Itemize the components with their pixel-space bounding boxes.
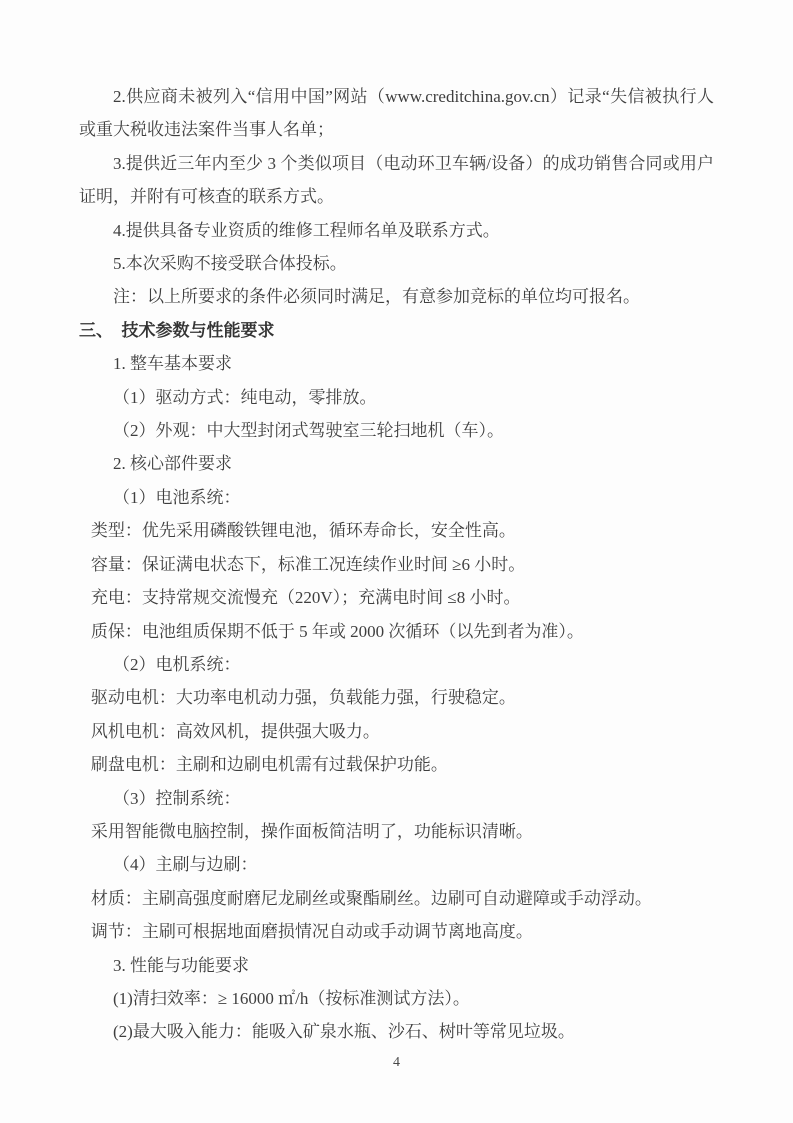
item-1-vehicle-basic: 1. 整车基本要求 [113,354,232,374]
item-3-performance: 3. 性能与功能要求 [113,955,249,975]
document-body [79,80,714,1049]
item-1-1-drive-mode: （1）驱动方式：纯电动，零排放。 [113,387,377,407]
suction-capability: (2)最大吸入能力：能吸入矿泉水瓶、沙石、树叶等常见垃圾。 [113,1022,575,1042]
battery-capacity: 容量：保证满电状态下，标准工况连续作业时间 ≥6 小时。 [90,554,526,574]
battery-type: 类型：优先采用磷酸铁锂电池，循环寿命长，安全性高。 [90,521,516,541]
section-3-heading: 三、 技术参数与性能要求 [79,320,275,340]
battery-charging: 充电：支持常规交流慢充（220V）；充满电时间 ≤8 小时。 [90,588,521,608]
sweep-efficiency: (1)清扫效率：≥ 16000 ㎡/h（按标准测试方法）。 [113,988,470,1008]
note-conditions: 注：以上所要求的条件必须同时满足，有意参加竞标的单位均可报名。 [113,287,640,307]
clause-3-similar-projects: 3.提供近三年内至少 3 个类似项目（电动环卫车辆/设备）的成功销售合同或用户证明，并附有可核查的联系方式。 [79,153,714,207]
drive-motor: 驱动电机：大功率电机动力强，负载能力强，行驶稳定。 [90,688,516,708]
item-2-core-components: 2. 核心部件要求 [113,454,232,474]
clause-5-no-consortium: 5.本次采购不接受联合体投标。 [113,254,347,274]
clause-2-credit-china: 2.供应商未被列入“信用中国”网站（www.creditchina.gov.cn）记录“失信被执行人或重大税收违法案件当事人名单； [79,87,714,140]
item-2-3-control-system: （3）控制系统： [113,788,241,808]
clause-4-maintenance-engineers: 4.提供具备专业资质的维修工程师名单及联系方式。 [113,220,500,240]
fan-motor: 风机电机：高效风机，提供强大吸力。 [90,721,380,741]
brush-material: 材质：主刷高强度耐磨尼龙刷丝或聚酯刷丝。边刷可自动避障或手动浮动。 [90,888,652,908]
item-2-2-motor-system: （2）电机系统： [113,654,241,674]
brush-adjustment: 调节：主刷可根据地面磨损情况自动或手动调节离地高度。 [90,922,533,942]
item-1-2-appearance: （2）外观：中大型封闭式驾驶室三轮扫地机（车）。 [113,421,504,441]
item-2-4-brushes: （4）主刷与边刷： [113,855,258,875]
battery-warranty: 质保：电池组质保期不低于 5 年或 2000 次循环（以先到者为准）。 [90,621,584,641]
brush-motor: 刷盘电机：主刷和边刷电机需有过载保护功能。 [90,755,448,775]
page-number: 4 [393,1055,400,1070]
item-2-1-battery-system: （1）电池系统： [113,487,241,507]
control-description: 采用智能微电脑控制，操作面板简洁明了，功能标识清晰。 [90,821,533,841]
